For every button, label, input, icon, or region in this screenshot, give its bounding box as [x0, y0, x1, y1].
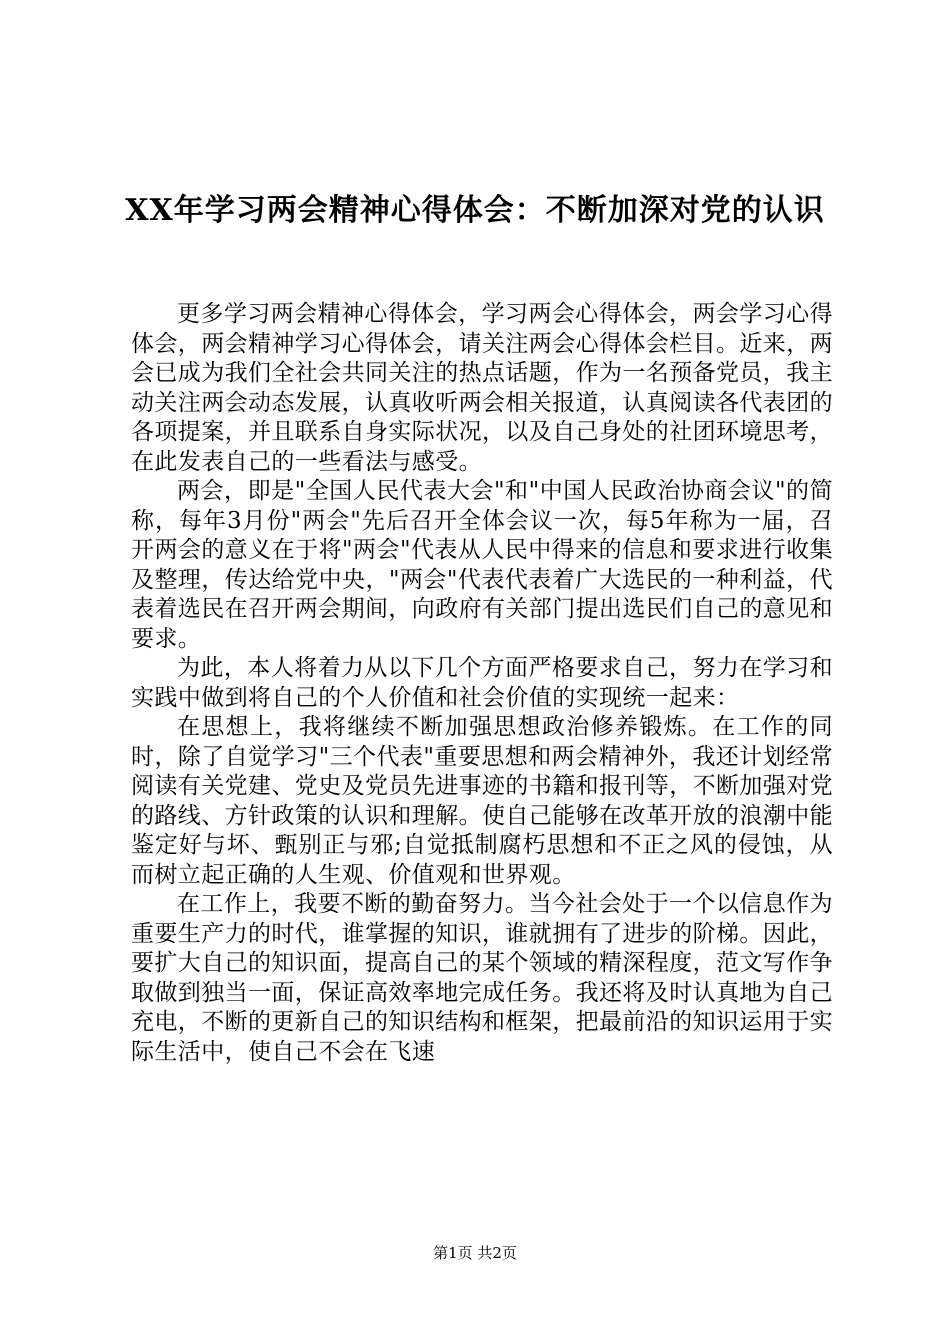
- page-footer: 第1页 共2页: [433, 1244, 517, 1262]
- document-body: [131, 300, 833, 1067]
- paragraph: 在思想上，我将继续不断加强思想政治修养锻炼。在工作的同时，除了自觉学习"三个代表"重要思想和两会精神外，我还计划经常阅读有关党建、党史及党员先进事迹的书籍和报刊等，不断加强对党的路线、方针政策的认识和理解。使自己能够在改革开放的浪潮中能鉴定好与坏、甄别正与邪;自觉抵制腐朽思想和不正之风的侵蚀，从而树立起正确的人生观、价值观和世界观。: [131, 714, 833, 888]
- paragraph: 两会，即是"全国人民代表大会"和"中国人民政治协商会议"的简称，每年3月份"两会"先后召开全体会议一次，每5年称为一届，召开两会的意义在于将"两会"代表从人民中得来的信息和要求进行收集及整理，传达给党中央，"两会"代表代表着广大选民的一种利益，代表着选民在召开两会期间，向政府有关部门提出选民们自己的意见和要求。: [131, 478, 833, 652]
- paragraph: 在工作上，我要不断的勤奋努力。当今社会处于一个以信息作为重要生产力的时代，谁掌握的知识，谁就拥有了进步的阶梯。因此，要扩大自己的知识面，提高自己的某个领域的精深程度，范文写作争取做到独当一面，保证高效率地完成任务。我还将及时认真地为自己充电，不断的更新自己的知识结构和框架，把最前沿的知识运用于实际生活中，使自己不会在飞速: [131, 891, 833, 1065]
- paragraph: 为此，本人将着力从以下几个方面严格要求自己，努力在学习和实践中做到将自己的个人价值和社会价值的实现统一起来：: [131, 655, 833, 711]
- paragraph: 更多学习两会精神心得体会，学习两会心得体会，两会学习心得体会，两会精神学习心得体会，请关注两会心得体会栏目。近来，两会已成为我们全社会共同关注的热点话题，作为一名预备党员，我主动关注两会动态发展，认真收听两会相关报道，认真阅读各代表团的各项提案，并且联系自身实际状况，以及自己身处的社团环境思考，在此发表自己的一些看法与感受。: [131, 301, 833, 475]
- document-title: XX年学习两会精神心得体会：不断加深对党的认识: [125, 193, 825, 228]
